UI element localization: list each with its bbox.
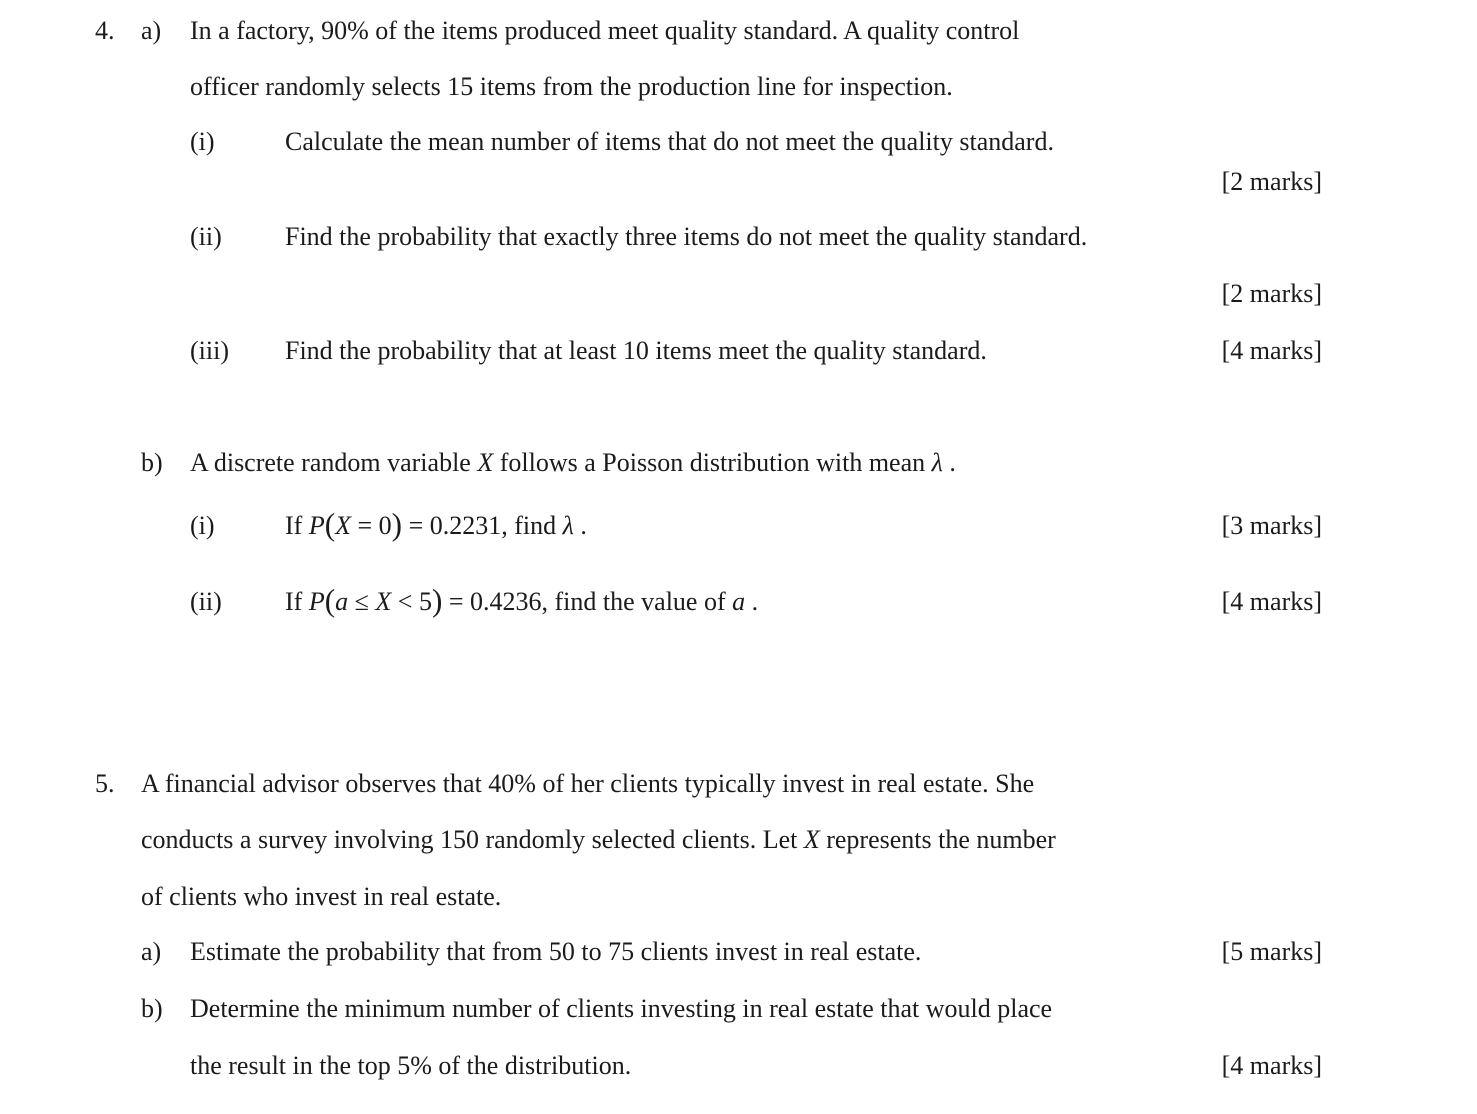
q5-b-text-line-1: Determine the minimum number of clients investing in real estate that would place xyxy=(190,994,1053,1023)
q5-intro-line-3: of clients who invest in real estate. xyxy=(141,882,502,911)
q5-intro-line-1: A financial advisor observes that 40% of her clients typically invest in real estate. She xyxy=(141,769,1035,798)
var-X: X xyxy=(477,448,494,477)
q5-b-marks: [4 marks] xyxy=(1221,1051,1322,1080)
q5-b-label: b) xyxy=(141,994,163,1023)
q5-intro-line-2 xyxy=(141,821,1056,859)
q4a-ii-text: Find the probability that exactly three items do not meet the quality standard. xyxy=(285,222,1088,251)
q4a-i-text: Calculate the mean number of items that do not meet the quality standard. xyxy=(285,127,1054,156)
var-X: X xyxy=(375,587,392,616)
q4b-ii-text xyxy=(285,583,758,621)
text-segment: . xyxy=(573,511,587,540)
q4a-ii-label: (ii) xyxy=(190,222,222,251)
question-5-number: 5. xyxy=(95,769,115,798)
q4a-iii-text: Find the probability that at least 10 items meet the quality standard. xyxy=(285,336,987,365)
var-X: X xyxy=(335,511,351,540)
q4-part-a-line-1 xyxy=(0,12,1477,54)
var-a: a xyxy=(335,587,349,616)
q5-a-text: Estimate the probability that from 50 to 75 clients invest in real estate. xyxy=(190,937,922,966)
open-paren: ( xyxy=(324,583,336,618)
text-segment: . xyxy=(745,587,759,616)
q5-line-2 xyxy=(0,821,1477,863)
var-lambda: λ xyxy=(931,448,943,477)
text-segment: A discrete random variable xyxy=(190,448,478,477)
q4a-item-i xyxy=(0,123,1477,165)
q5-a-marks: [5 marks] xyxy=(1221,937,1322,966)
text-segment: < 5 xyxy=(391,587,432,616)
q5-line-1 xyxy=(0,765,1477,807)
text-segment: If xyxy=(285,587,309,616)
q4-part-a-line-2 xyxy=(0,68,1477,110)
q4a-item-ii xyxy=(0,218,1477,260)
q4a-i-marks: [2 marks] xyxy=(1221,167,1322,196)
q4a-intro-line-1: In a factory, 90% of the items produced meet quality standard. A quality control xyxy=(190,16,1020,45)
var-a: a xyxy=(732,587,746,616)
question-4-number: 4. xyxy=(95,16,115,45)
q4b-i-text xyxy=(285,507,587,545)
text-segment: If xyxy=(285,511,309,540)
text-segment: follows a Poisson distribution with mean xyxy=(493,448,932,477)
q5-line-3 xyxy=(0,878,1477,920)
q5-a-label: a) xyxy=(141,937,162,966)
q4a-i-marks-row xyxy=(0,163,1477,205)
text-segment: . xyxy=(942,448,956,477)
var-lambda: λ xyxy=(562,511,574,540)
q4b-intro xyxy=(190,444,956,482)
text-segment: conducts a survey involving 150 randomly selected clients. Let xyxy=(141,825,804,854)
close-paren: ) xyxy=(391,507,403,542)
q4a-iii-marks: [4 marks] xyxy=(1221,336,1322,365)
leq-symbol: ≤ xyxy=(348,587,376,616)
text-segment: represents the number xyxy=(819,825,1056,854)
var-P: P xyxy=(308,587,325,616)
q4a-ii-marks: [2 marks] xyxy=(1221,279,1322,308)
q5-part-a xyxy=(0,933,1477,975)
q4a-i-label: (i) xyxy=(190,127,215,156)
q4b-item-ii xyxy=(0,583,1477,625)
open-paren: ( xyxy=(324,507,336,542)
q4b-i-label: (i) xyxy=(190,511,215,540)
text-segment: = 0 xyxy=(351,511,392,540)
q4a-intro-line-2: officer randomly selects 15 items from the production line for inspection. xyxy=(190,72,953,101)
q4-part-b-label: b) xyxy=(141,448,163,477)
close-paren: ) xyxy=(431,583,443,618)
q4-part-a-label: a) xyxy=(141,16,162,45)
q4-part-b xyxy=(0,444,1477,486)
var-P: P xyxy=(308,511,325,540)
q4a-iii-label: (iii) xyxy=(190,336,229,365)
q4b-i-marks: [3 marks] xyxy=(1221,511,1322,540)
q4a-item-iii xyxy=(0,332,1477,374)
q5-part-b-line-2 xyxy=(0,1047,1477,1089)
q5-part-b-line-1 xyxy=(0,990,1477,1032)
q4b-item-i xyxy=(0,507,1477,549)
var-X: X xyxy=(803,825,820,854)
text-segment: = 0.4236, find the value of xyxy=(442,587,733,616)
q4b-ii-marks: [4 marks] xyxy=(1221,587,1322,616)
q4b-ii-label: (ii) xyxy=(190,587,222,616)
text-segment: = 0.2231, find xyxy=(402,511,563,540)
q5-b-text-line-2: the result in the top 5% of the distribution. xyxy=(190,1051,632,1080)
q4a-ii-marks-row xyxy=(0,275,1477,317)
